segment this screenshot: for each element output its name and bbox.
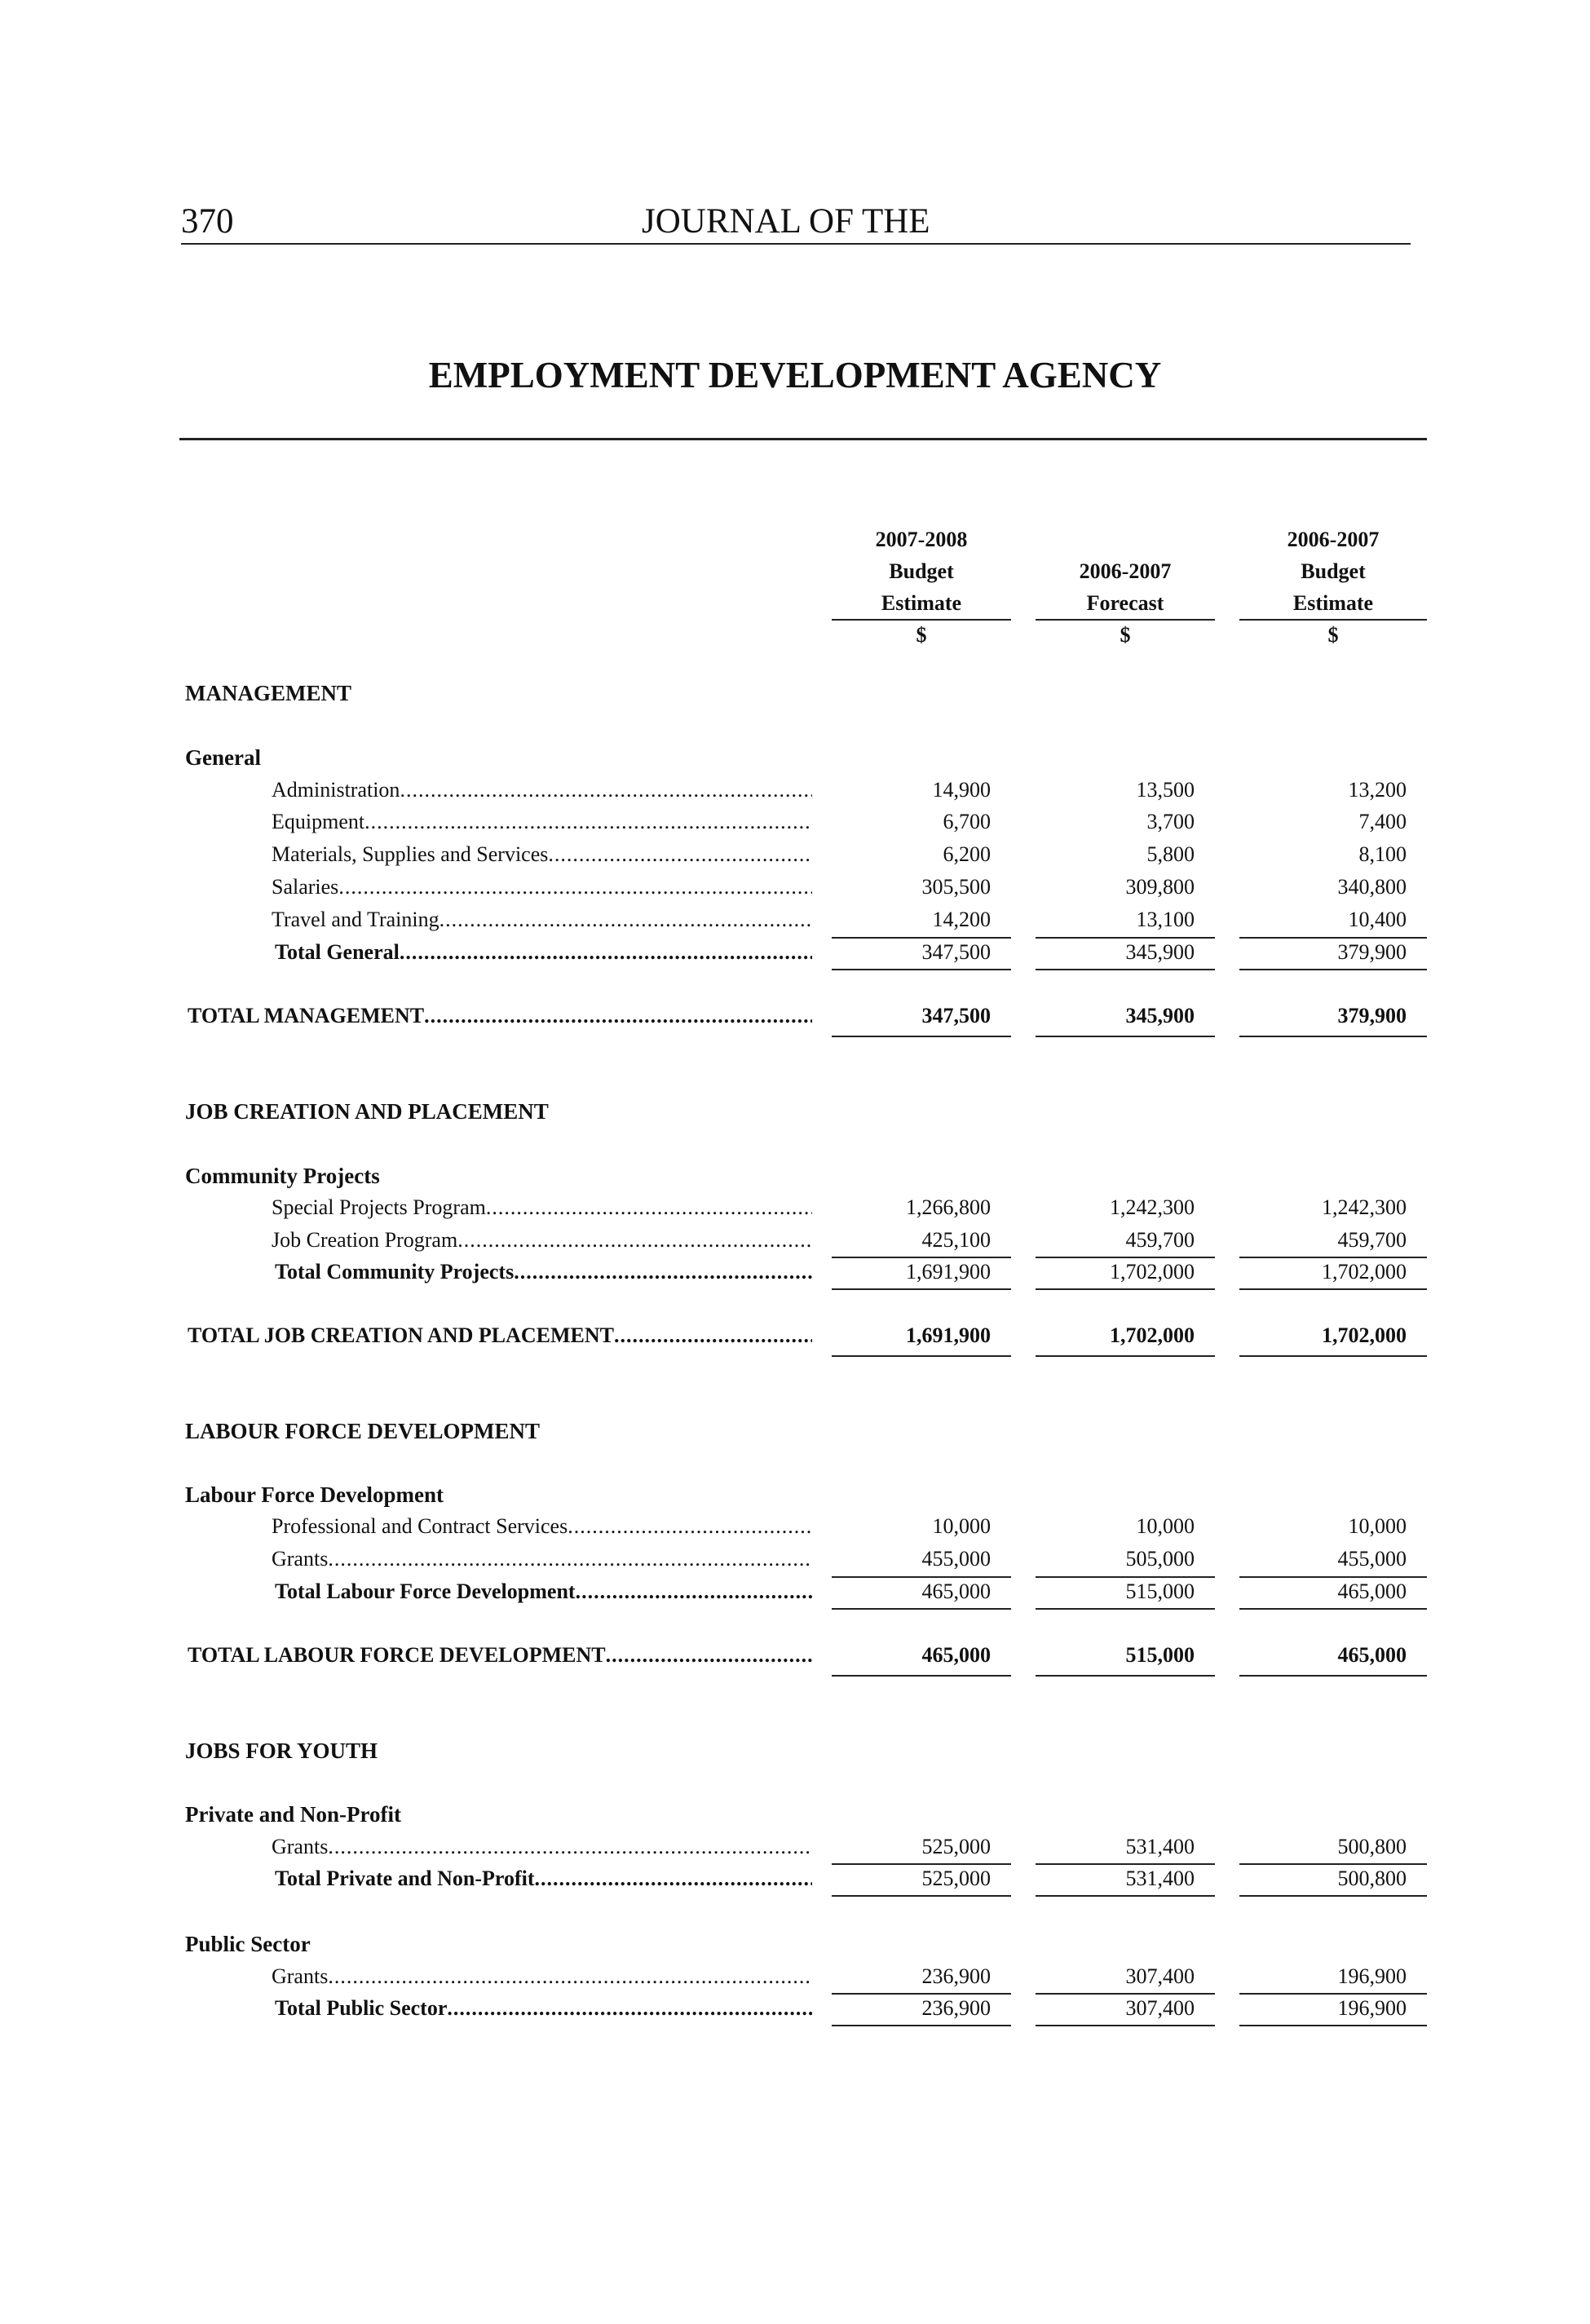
item-value: 10,000	[932, 1514, 991, 1538]
subtotal-label-total-general	[275, 938, 812, 967]
subtotal-value: 347,500	[921, 940, 991, 964]
item-value: 196,900	[1337, 1964, 1407, 1988]
subtotal-value: 525,000	[921, 1867, 991, 1890]
item-value: 505,000	[1125, 1547, 1195, 1571]
item-value: 10,000	[1136, 1514, 1195, 1538]
dot-leader	[400, 938, 812, 967]
total-label-total-labour-force-development	[188, 1641, 812, 1670]
row-label-text: Total Community Projects	[275, 1260, 515, 1284]
total-value: 465,000	[921, 1643, 991, 1667]
subtotal-rule-bottom	[832, 2025, 1011, 2026]
total-value: 465,000	[1337, 1643, 1407, 1667]
item-label-special-projects-program	[272, 1193, 812, 1222]
currency-symbol: $	[1327, 623, 1339, 647]
row-label-text: Grants	[272, 1964, 329, 1988]
total-rule-bottom	[832, 1036, 1011, 1037]
dot-leader	[447, 1994, 812, 2023]
total-label-total-job-creation-and-placement	[188, 1321, 812, 1350]
dot-leader	[457, 1226, 812, 1255]
subtotal-value: 1,691,900	[906, 1260, 991, 1284]
dot-leader	[535, 1864, 813, 1893]
dot-leader	[606, 1641, 812, 1670]
subtotal-rule-bottom	[1239, 969, 1427, 970]
total-value: 379,900	[1337, 1004, 1407, 1027]
total-rule-bottom	[832, 1675, 1011, 1677]
section-heading-jobs-for-youth: JOBS FOR YOUTH	[185, 1739, 378, 1763]
subtotal-rule-top	[832, 1993, 1011, 1995]
subtotal-value: 531,400	[1125, 1867, 1195, 1890]
total-value: 1,702,000	[1322, 1323, 1407, 1347]
subtotal-rule-top	[1036, 1576, 1215, 1578]
item-label-professional-and-contract-services	[272, 1512, 812, 1541]
subtotal-rule-top	[1036, 937, 1215, 939]
column-header-line: Budget	[1301, 559, 1366, 583]
subtotal-value: 465,000	[921, 1580, 991, 1603]
item-value: 340,800	[1337, 875, 1407, 899]
item-value: 10,400	[1348, 908, 1407, 931]
column-header-line: 2006-2007	[1287, 528, 1380, 551]
subtotal-rule-top	[1239, 937, 1427, 939]
subtotal-rule-bottom	[832, 969, 1011, 970]
subtotal-rule-top	[1239, 1257, 1427, 1258]
total-value: 347,500	[921, 1004, 991, 1027]
subtotal-rule-top	[1036, 1993, 1215, 1995]
item-value: 6,700	[943, 810, 991, 833]
item-value: 8,100	[1358, 842, 1407, 866]
item-value: 309,800	[1125, 875, 1195, 899]
total-rule-bottom	[832, 1355, 1011, 1357]
row-label-text: TOTAL JOB CREATION AND PLACEMENT	[188, 1323, 614, 1347]
subtotal-label-total-labour-force-development	[275, 1577, 812, 1606]
subtotal-rule-bottom	[1036, 1608, 1215, 1610]
dot-leader	[514, 1257, 812, 1287]
subtotal-value: 345,900	[1125, 940, 1195, 964]
subtotal-value: 196,900	[1337, 1996, 1407, 2020]
section-heading-management: MANAGEMENT	[185, 681, 351, 705]
group-heading-general: General	[185, 745, 261, 770]
subtotal-value: 1,702,000	[1322, 1260, 1407, 1284]
row-label-text: Total Private and Non-Profit	[275, 1867, 535, 1890]
total-label-total-management	[188, 1001, 812, 1031]
subtotal-rule-bottom	[1239, 1608, 1427, 1610]
total-rule-bottom	[1239, 1675, 1427, 1677]
row-label-text: Equipment	[272, 810, 365, 833]
dot-leader	[439, 905, 812, 934]
item-value: 500,800	[1337, 1835, 1407, 1858]
subtotal-rule-top	[832, 1257, 1011, 1258]
dot-leader	[568, 1512, 812, 1541]
dot-leader	[486, 1193, 812, 1222]
subtotal-label-total-public-sector	[275, 1994, 812, 2023]
item-value: 13,200	[1348, 778, 1407, 802]
dot-leader	[338, 873, 812, 902]
subtotal-label-total-community-projects	[275, 1257, 812, 1287]
item-value: 455,000	[921, 1547, 991, 1571]
item-value: 425,100	[921, 1228, 991, 1252]
subtotal-value: 1,702,000	[1110, 1260, 1195, 1284]
group-heading-public-sector: Public Sector	[185, 1932, 311, 1956]
subtotal-value: 236,900	[921, 1996, 991, 2020]
column-header-line: 2006-2007	[1079, 559, 1172, 583]
item-label-grants	[272, 1962, 812, 1991]
subtotal-rule-bottom	[1239, 2025, 1427, 2026]
subtotal-rule-bottom	[1239, 1895, 1427, 1897]
subtotal-rule-bottom	[832, 1608, 1011, 1610]
subtotal-rule-bottom	[1036, 969, 1215, 970]
total-rule-bottom	[1239, 1036, 1427, 1037]
item-value: 531,400	[1125, 1835, 1195, 1858]
row-label-text: Special Projects Program	[272, 1195, 486, 1219]
item-value: 307,400	[1125, 1964, 1195, 1988]
item-value: 3,700	[1146, 810, 1195, 833]
item-label-grants	[272, 1544, 812, 1574]
item-label-administration	[272, 775, 812, 805]
item-value: 305,500	[921, 875, 991, 899]
item-value: 13,500	[1136, 778, 1195, 802]
subtotal-rule-bottom	[1036, 1895, 1215, 1897]
total-value: 1,691,900	[906, 1323, 991, 1347]
subtotal-rule-top	[832, 1863, 1011, 1865]
row-label-text: Travel and Training	[272, 908, 439, 931]
item-label-grants	[272, 1832, 812, 1862]
row-label-text: Grants	[272, 1835, 329, 1858]
item-value: 525,000	[921, 1835, 991, 1858]
dot-leader	[424, 1001, 812, 1031]
subtotal-rule-top	[832, 1576, 1011, 1578]
subtotal-rule-top	[1036, 1257, 1215, 1258]
item-value: 6,200	[943, 842, 991, 866]
row-label-text: TOTAL LABOUR FORCE DEVELOPMENT	[188, 1643, 606, 1667]
subtotal-rule-bottom	[1036, 1288, 1215, 1290]
item-value: 13,100	[1136, 908, 1195, 931]
row-label-text: Salaries	[272, 875, 339, 899]
item-value: 1,266,800	[906, 1195, 991, 1219]
group-heading-private-and-non-profit: Private and Non-Profit	[185, 1802, 401, 1827]
row-label-text: Administration	[272, 778, 400, 802]
item-value: 10,000	[1348, 1514, 1407, 1538]
group-heading-labour-force-development: Labour Force Development	[185, 1482, 444, 1507]
row-label-text: Total Public Sector	[275, 1996, 448, 2020]
currency-symbol: $	[1120, 623, 1131, 647]
item-label-salaries	[272, 873, 812, 902]
subtotal-rule-bottom	[1036, 2025, 1215, 2026]
item-value: 459,700	[1337, 1228, 1407, 1252]
section-heading-job-creation-and-placement: JOB CREATION AND PLACEMENT	[185, 1099, 549, 1124]
subtotal-label-total-private-and-non-profit	[275, 1864, 812, 1893]
journal-title: JOURNAL OF THE	[642, 202, 930, 241]
group-heading-community-projects: Community Projects	[185, 1164, 380, 1188]
subtotal-rule-bottom	[1239, 1288, 1427, 1290]
section-heading-labour-force-development: LABOUR FORCE DEVELOPMENT	[185, 1419, 541, 1443]
subtotal-rule-bottom	[832, 1895, 1011, 1897]
dot-leader	[328, 1962, 812, 1991]
row-label-text: Professional and Contract Services	[272, 1514, 568, 1538]
dot-leader	[400, 775, 812, 805]
column-header-line: Budget	[889, 559, 954, 583]
item-value: 5,800	[1146, 842, 1195, 866]
total-rule-bottom	[1036, 1355, 1215, 1357]
row-label-text: Total General	[275, 940, 400, 964]
subtotal-rule-bottom	[832, 1288, 1011, 1290]
subtotal-rule-top	[1239, 1993, 1427, 1995]
item-value: 1,242,300	[1322, 1195, 1407, 1219]
item-value: 7,400	[1358, 810, 1407, 833]
total-rule-bottom	[1036, 1036, 1215, 1037]
item-value: 455,000	[1337, 1547, 1407, 1571]
row-label-text: TOTAL MANAGEMENT	[188, 1004, 425, 1027]
item-label-job-creation-program	[272, 1226, 812, 1255]
dot-leader	[328, 1832, 812, 1862]
dot-leader	[328, 1544, 812, 1574]
dot-leader	[576, 1577, 812, 1606]
dot-leader	[614, 1321, 812, 1350]
column-header-line: Estimate	[1292, 591, 1374, 615]
item-label-materials-supplies-and-services	[272, 840, 812, 869]
item-value: 459,700	[1125, 1228, 1195, 1252]
item-value: 236,900	[921, 1964, 991, 1988]
subtotal-rule-top	[832, 937, 1011, 939]
total-rule-bottom	[1036, 1675, 1215, 1677]
subtotal-value: 515,000	[1125, 1580, 1195, 1603]
subtotal-rule-top	[1036, 1863, 1215, 1865]
row-label-text: Job Creation Program	[272, 1228, 458, 1252]
row-label-text: Grants	[272, 1547, 329, 1571]
item-value: 14,900	[932, 778, 991, 802]
dot-leader	[364, 807, 812, 837]
total-value: 1,702,000	[1110, 1323, 1195, 1347]
subtotal-value: 500,800	[1337, 1867, 1407, 1890]
item-label-travel-and-training	[272, 905, 812, 934]
row-label-text: Total Labour Force Development	[275, 1580, 576, 1603]
total-value: 345,900	[1125, 1004, 1195, 1027]
dot-leader	[548, 840, 812, 869]
currency-symbol: $	[916, 623, 927, 647]
item-label-equipment	[272, 807, 812, 837]
subtotal-value: 465,000	[1337, 1580, 1407, 1603]
total-value: 515,000	[1125, 1643, 1195, 1667]
column-header-line: 2007-2008	[875, 528, 968, 551]
column-header-line: Forecast	[1086, 591, 1164, 615]
subtotal-value: 307,400	[1125, 1996, 1195, 2020]
subtotal-rule-top	[1239, 1576, 1427, 1578]
total-rule-bottom	[1239, 1355, 1427, 1357]
row-label-text: Materials, Supplies and Services	[272, 842, 549, 866]
subtotal-rule-top	[1239, 1863, 1427, 1865]
item-value: 1,242,300	[1110, 1195, 1195, 1219]
document-title: EMPLOYMENT DEVELOPMENT AGENCY	[428, 355, 1162, 395]
subtotal-value: 379,900	[1337, 940, 1407, 964]
column-header-line: Estimate	[881, 591, 962, 615]
item-value: 14,200	[932, 908, 991, 931]
page-number: 370	[181, 202, 234, 241]
